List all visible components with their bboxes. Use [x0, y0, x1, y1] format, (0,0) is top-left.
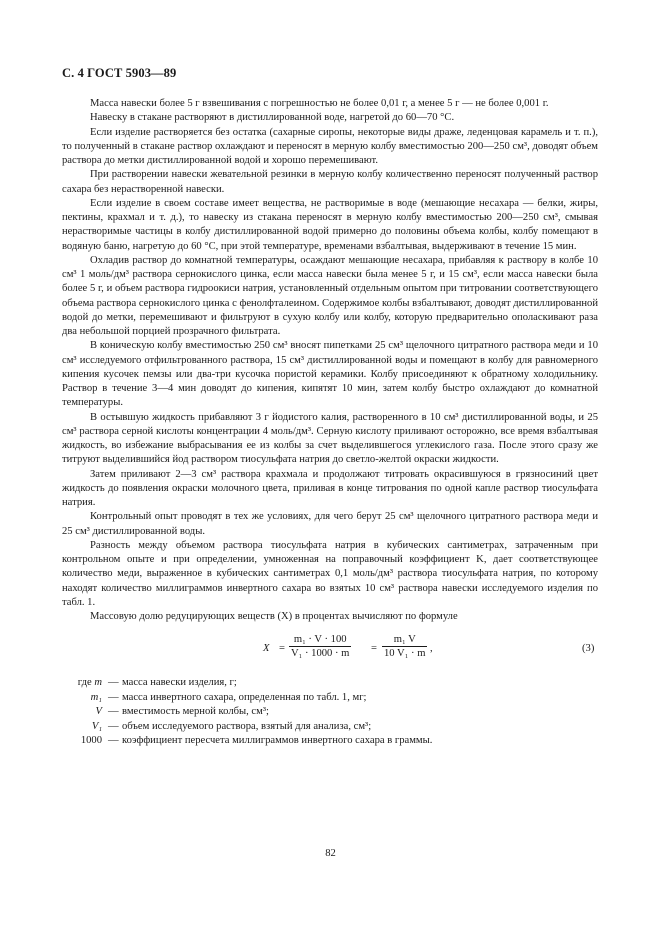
symbol-text: m₁ — [90, 691, 102, 703]
definition-dash: — — [108, 720, 119, 732]
symbol-text: V — [95, 706, 102, 718]
formula-fraction-1 — [289, 633, 351, 660]
symbol-text: V₁ — [91, 720, 102, 732]
definition-prefix: где — [77, 677, 92, 689]
paragraph: В остывшую жидкость прибавляют 3 г йодистого калия, растворенного в 10 см³ дистиллированной воды, и 25 см³ раствора серной кислоты концентрации 4 моль/дм³. Серную кислоту приливают осторожно, все время взбалтывая жидкость, во избежание выбрасывания ее из колбы за счет выделившегося углекислого газа. После этого сразу же титруют выделившийся йод раствором тиосульфата натрия до светло-желтой окраски жидкости. — [62, 411, 598, 466]
definitions-list — [62, 676, 598, 749]
definition-text: вместимость мерной колбы, см³; — [122, 706, 269, 718]
paragraph: Навеску в стакане растворяют в дистиллированной воде, нагретой до 60—70 °С. — [90, 112, 455, 124]
formula-equals: = — [279, 643, 285, 655]
page-number: 82 — [325, 848, 336, 859]
paragraph: Разность между объемом раствора тиосульфата натрия в кубических сантиметрах, затраченным при контрольном опыте и при определении, умноженная на поправочный коэффициент K, дает соответствующее количество меди, выраженное в кубических сантиметрах 0,1 моль/дм³ раствора тиосульфата натрия, по которому находят количество миллиграммов инвертного сахара во взятых 10 см³ раствора навески исследуемого изделия по табл. 1. — [62, 539, 598, 608]
definition-text: объем исследуемого раствора, взятый для анализа, см³; — [122, 720, 372, 732]
definition-text: коэффициент пересчета миллиграммов инвертного сахара в граммы. — [122, 735, 433, 747]
formula-lhs: X — [263, 643, 270, 655]
definition-symbol — [62, 676, 108, 691]
formula-comma: , — [430, 643, 433, 655]
paragraph: Затем приливают 2—3 см³ раствора крахмала и продолжают титровать окрасившуюся в грязносиний цвет жидкость до появления окраски молочного цвета, приливая в конце титрования по одной капле раствор тиосульфата натрия. — [62, 468, 598, 508]
paragraph: При растворении навески жевательной резинки в мерную колбу количественно переносят полученный раствор сахара без нерастворенной навески. — [62, 169, 598, 195]
symbol-text: 1000 — [80, 735, 102, 747]
definition-dash: — — [108, 691, 119, 703]
fraction-denominator: V₁ · 1000 · m — [291, 648, 350, 660]
paragraph: Если изделие в своем составе имеет вещества, не растворимые в воде (мешающие несахара — белки, жиры, пектины, крахмал и т. д.), то навеску из стакана переносят в мерную колбу вместимостью 200—250 см³, смывая нерастворимые частицы в колбу дистиллированной водой примерно до половины объема колбы, колбу помещают в водяную баню, нагретую до 60 °С, при этой температуре, временами взбалтывая, выдерживают в течение 15 мин. — [62, 197, 598, 252]
fraction-numerator: m₁ · V · 100 — [289, 633, 351, 647]
paragraph: В коническую колбу вместимостью 250 см³ вносят пипетками 25 см³ щелочного цитратного раствора меди и 10 см³ исследуемого отфильтрованного раствора, 15 см³ дистиллированной воды и помещают в колбу для равномерного кипения кусочек пемзы или два-три кусочка пористой керамики. Колбу присоединяют к обратному холодильнику. Раствор в течение 3—4 мин доводят до кипения, кипятят 10 мин, затем колбу быстро охлаждают до комнатной температуры. — [62, 340, 598, 409]
definition-symbol — [62, 705, 108, 720]
definition-text: масса навески изделия, г; — [122, 677, 237, 689]
symbol-text: m — [94, 677, 102, 689]
formula-fraction-2 — [382, 633, 427, 660]
document-body — [62, 97, 598, 749]
paragraph: Охладив раствор до комнатной температуры, осаждают мешающие несахара, прибавляя к раствору в колбе 10 см³ 1 моль/дм³ раствора сернокислого цинка, если масса навески была менее 5 г, и 15 см³, если масса навески была более 5 г, и объем раствора гидроокиси натрия, установленный отдельным опытом при титровании соответствующего объема раствора сернокислого цинка с фенолфталеином. Содержимое колбы взбалтывают, доводят дистиллированной водой до метки, перемешивают и фильтруют в сухую колбу или колбу, которую предварительно ополаскивают раза два небольшой порцией прозрачного фильтрата. — [62, 254, 598, 337]
definition-row — [62, 705, 598, 720]
definition-text: масса инвертного сахара, определенная по табл. 1, мг; — [122, 691, 367, 703]
definition-row — [62, 734, 598, 749]
formula-equals: = — [371, 643, 377, 655]
equation-number: (3) — [582, 643, 595, 655]
definition-row — [62, 676, 598, 691]
formula-block — [62, 632, 598, 670]
paragraph: Если изделие растворяется без остатка (сахарные сиропы, некоторые виды драже, леденцовая карамель и т. п.), то полученный в стакане раствор охлаждают и переносят в мерную колбу вместимостью 200—250 см³, доводят объем раствора до метки дистиллированной водой и хорошо перемешивают. — [62, 126, 598, 166]
paragraph: Массовую долю редуцирующих веществ (X) в процентах вычисляют по формуле — [90, 611, 458, 622]
definition-dash: — — [108, 706, 119, 718]
definition-symbol — [62, 691, 108, 706]
fraction-numerator: m₁ V — [382, 633, 427, 647]
page-header: С. 4 ГОСТ 5903—89 — [62, 66, 177, 80]
definition-dash: — — [108, 677, 119, 689]
paragraph: Масса навески более 5 г взвешивания с погрешностью не более 0,01 г, а менее 5 г — не более 0,001 г. — [90, 98, 549, 109]
paragraph: Контрольный опыт проводят в тех же условиях, для чего берут 25 см³ щелочного цитратного раствора меди и 25 см³ дистиллированной воды. — [62, 511, 598, 537]
definition-dash: — — [108, 735, 119, 747]
fraction-denominator: 10 V₁ · m — [384, 648, 426, 660]
definition-symbol — [62, 734, 108, 749]
definition-row — [62, 720, 598, 735]
definition-symbol — [62, 720, 108, 735]
definition-row — [62, 691, 598, 706]
